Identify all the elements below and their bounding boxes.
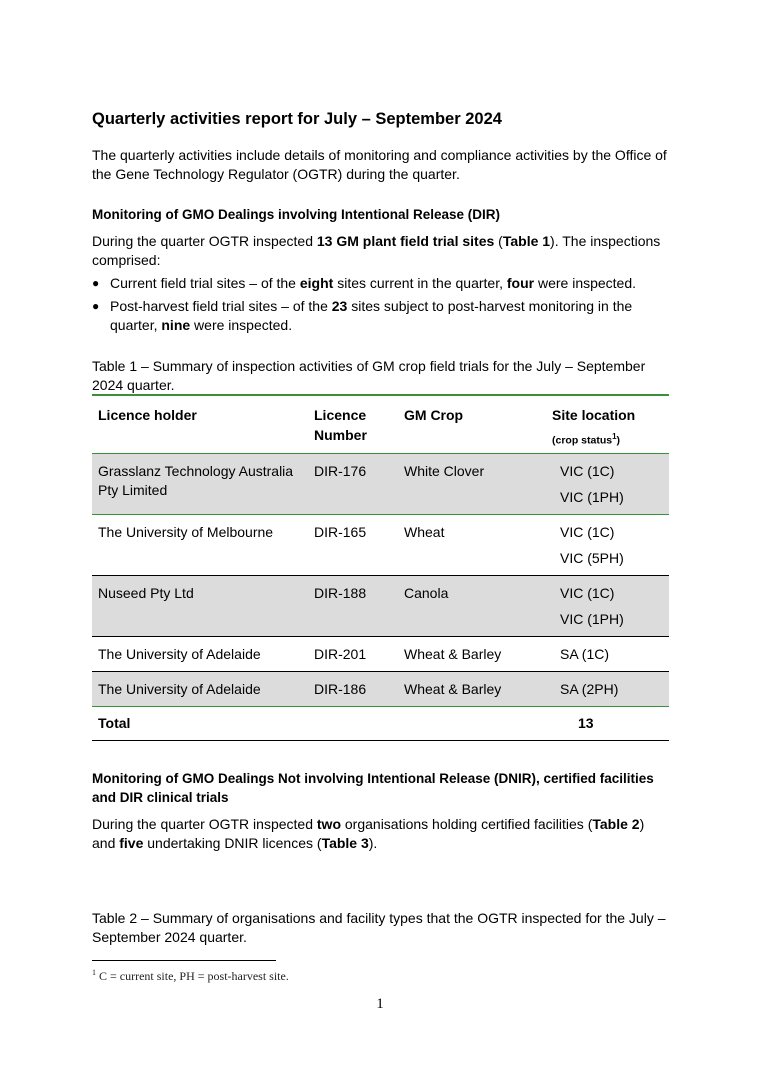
dir-paragraph: During the quarter OGTR inspected 13 GM plant field trial sites (Table 1). The inspections comprised: — [92, 233, 661, 268]
bullet-current-sites: ● Current field trial sites – of the eight sites current in the quarter, four were inspected. — [92, 275, 637, 291]
col-header-licence: Licence Number — [314, 407, 367, 443]
bullet-dot: ● — [92, 299, 100, 313]
table-total-row — [92, 706, 669, 740]
table-row: The University of Adelaide DIR-201 Wheat & Barley SA (1C) — [92, 636, 669, 671]
col-header-crop: GM Crop — [404, 407, 464, 423]
table-row: The University of Adelaide DIR-186 Wheat & Barley SA (2PH) — [92, 671, 669, 706]
col-header-holder: Licence holder — [98, 407, 197, 423]
table1-field-trials — [92, 394, 669, 741]
bullet-post-harvest-sites: ● Post-harvest field trial sites – of the 23 sites subject to post-harvest monitoring in the quarter, nine were inspected. — [92, 298, 633, 333]
dir-heading: Monitoring of GMO Dealings involving Intentional Release (DIR) — [92, 207, 501, 222]
total-label: Total — [98, 714, 131, 731]
table1-caption: Table 1 – Summary of inspection activities of GM crop field trials for the July – September 2024 quarter. — [92, 358, 646, 393]
table-row: Nuseed Pty Ltd DIR-188 Canola VIC (1C) VIC (1PH) — [92, 575, 669, 636]
dnir-paragraph: During the quarter OGTR inspected two organisations holding certified facilities (Table 2) and five undertaking DNIR licences (Table 3). — [92, 816, 645, 851]
page-title: Quarterly activities report for July – September 2024 — [92, 110, 502, 128]
intro-paragraph: The quarterly activities include details of monitoring and compliance activities by the Office of the Gene Technology Regulator (OGTR) during the quarter. — [92, 147, 667, 182]
table2-caption: Table 2 – Summary of organisations and facility types that the OGTR inspected for the July – September 2024 quarter. — [92, 910, 666, 945]
dnir-heading: Monitoring of GMO Dealings Not involving Intentional Release (DNIR), certified facilities and DIR clinical trials — [92, 771, 654, 805]
table-header-row — [92, 395, 669, 453]
page-number: 1 — [376, 996, 384, 1012]
table-row: The University of Melbourne DIR-165 Wheat VIC (1C) VIC (5PH) — [92, 514, 669, 575]
bullet-dot: ● — [92, 276, 100, 290]
footnote-divider — [92, 960, 276, 961]
footnote: $^1$ C = current site, PH = post-harvest site. — [92, 968, 289, 983]
total-value: 13 — [578, 714, 594, 731]
table-row: Grasslanz Technology Australia Pty Limited DIR-176 White Clover VIC (1C) VIC (1PH) — [92, 453, 669, 514]
col-header-site: Site location (crop status$^1$) — [552, 407, 636, 447]
